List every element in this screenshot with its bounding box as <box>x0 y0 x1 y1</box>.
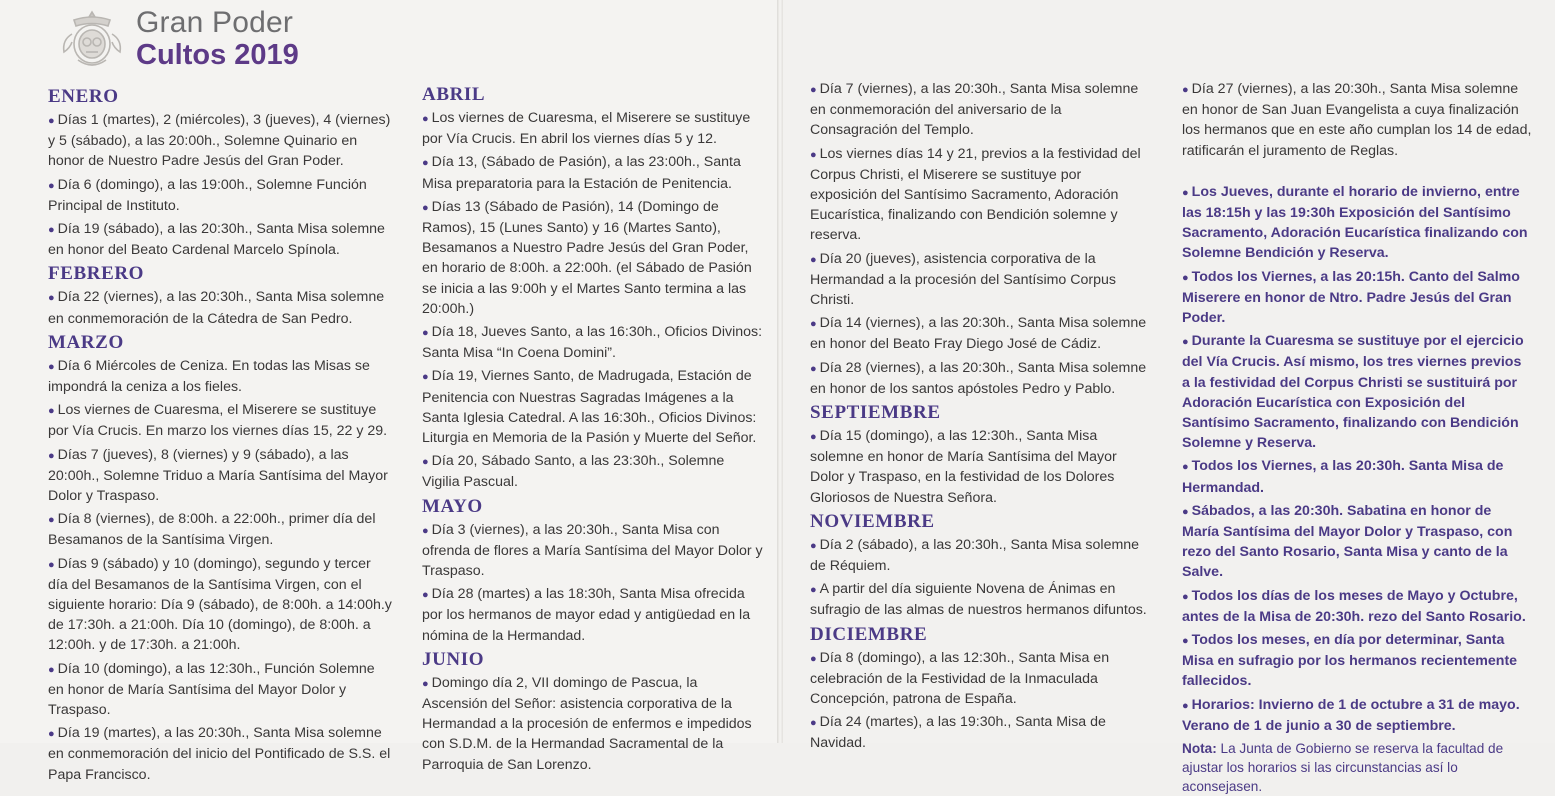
event-text: Día 8 (viernes), de 8:00h. a 22:00h., primer día del Besamanos de la Santísima Virgen. <box>48 511 376 549</box>
event-text: Día 22 (viernes), a las 20:30h., Santa Misa solemne en conmemoración de la Cátedra de San Pedro. <box>48 289 385 327</box>
month-heading: ABRIL <box>422 84 486 105</box>
column-4 <box>1182 79 1532 796</box>
event-item <box>48 356 393 397</box>
bullet-icon: ● <box>48 558 55 571</box>
bullet-icon: ● <box>422 113 429 125</box>
bullet-icon: ● <box>1182 461 1189 474</box>
event-text: Día 2 (sábado), a las 20:30h., Santa Misa solemne de Réquiem. <box>810 536 1140 575</box>
notice-item-text: Todos los meses, en día por determinar, Santa Misa en sufragio por los hermanos recientemente fallecidos. <box>1182 632 1518 690</box>
event-text: Día 24 (martes), a las 19:30h., Santa Misa de Navidad. <box>810 714 1106 752</box>
event-item <box>422 584 764 646</box>
bullet-icon: ● <box>810 584 817 597</box>
bullet-icon: ● <box>48 405 55 418</box>
event-item-text: Día 27 (viernes), a las 20:30h., Santa Misa solemne en honor de San Juan Evangelista a cuya finalización los hermanos que en este año cumplan los 14 de edad, ratificarán el juramento de Reglas. <box>1182 81 1532 159</box>
event-text: Día 13, (Sábado de Pasión), a las 23:00h., Santa Misa preparatoria para la Estación de Penitencia. <box>422 154 741 192</box>
month-heading: DICIEMBRE <box>810 623 928 645</box>
event-item <box>810 535 1152 576</box>
note-label: Nota: <box>1182 741 1217 757</box>
event-text: Día 19 (martes), a las 20:30h., Santa Misa solemne en conmemoración del inicio del Pontificado de S.S. el Papa Francisco. <box>48 725 391 783</box>
event-item <box>48 723 393 785</box>
month-heading: MARZO <box>48 331 124 353</box>
notice-item <box>1182 630 1532 692</box>
event-item <box>422 152 764 193</box>
bullet-icon: ● <box>810 539 817 552</box>
notice-item <box>1182 501 1532 583</box>
event-text: A partir del día siguiente Novena de Ánimas en sufragio de las almas de nuestros hermanos difuntos. <box>810 581 1147 619</box>
bullet-icon: ● <box>810 717 817 730</box>
bullet-icon: ● <box>810 318 817 331</box>
event-item <box>810 426 1152 508</box>
bullet-icon: ● <box>48 663 55 676</box>
notice-item-text: Todos los Viernes, a las 20:15h. Canto del Salmo Miserere en honor de Ntro. Padre Jesús del Gran Poder. <box>1182 268 1520 327</box>
event-item <box>1182 79 1532 161</box>
month-heading: ENERO <box>48 86 119 107</box>
bullet-icon: ● <box>48 292 55 305</box>
bullet-icon: ● <box>48 224 55 237</box>
event-text: Día 28 (viernes), a las 20:30h., Santa Misa solemne en honor de los santos apóstoles Pedro y Pablo. <box>810 359 1147 397</box>
bullet-icon: ● <box>1182 84 1189 96</box>
event-item <box>48 400 393 441</box>
event-item <box>48 445 393 507</box>
notice-item-text: Horarios: Invierno de 1 de octubre a 31 de mayo. Verano de 1 de junio a 30 de septiembre. <box>1182 696 1520 734</box>
event-text: Los viernes de Cuaresma, el Miserere se sustituye por Vía Crucis. En abril los viernes días 5 y 12. <box>422 110 751 148</box>
bullet-icon: ● <box>48 449 55 462</box>
notice-item <box>1182 456 1532 497</box>
event-text: Día 6 (domingo), a las 19:00h., Solemne Función Principal de Instituto. <box>48 176 367 214</box>
bullet-icon: ● <box>48 514 55 527</box>
event-text: Día 7 (viernes), a las 20:30h., Santa Misa solemne en conmemoración del aniversario de la Consagración del Templo. <box>810 81 1139 139</box>
event-item <box>422 322 764 363</box>
event-item <box>810 712 1152 753</box>
column-3 <box>810 79 1152 757</box>
event-item <box>810 144 1152 246</box>
notice-item-text: Sábados, a las 20:30h. Sabatina en honor de María Santísima del Mayor Dolor y Traspaso, con rezo del Santo Rosario, Santa Misa y canto de la Salve. <box>1182 502 1513 581</box>
event-text: Día 14 (viernes), a las 20:30h., Santa Misa solemne en honor del Beato Fray Diego José de Cádiz. <box>810 315 1147 353</box>
notice-item <box>1182 586 1532 627</box>
event-item <box>810 648 1152 710</box>
bullet-icon: ● <box>422 456 429 469</box>
bullet-icon: ● <box>1182 590 1189 603</box>
bullet-icon: ● <box>422 157 429 170</box>
bullet-icon: ● <box>810 362 817 375</box>
notice-item <box>1182 267 1532 329</box>
notices <box>1182 182 1532 736</box>
column-4-top <box>1182 79 1532 161</box>
event-item <box>422 673 764 775</box>
notice-item <box>1182 331 1532 453</box>
month-heading: FEBRERO <box>48 263 145 285</box>
event-item <box>48 287 393 328</box>
month-heading: JUNIO <box>422 648 485 670</box>
event-item <box>48 175 393 216</box>
event-item <box>810 313 1152 354</box>
bullet-icon: ● <box>1182 336 1189 349</box>
event-item <box>48 219 393 260</box>
bullet-icon: ● <box>810 652 817 665</box>
page-fold <box>777 0 783 743</box>
event-text: Día 18, Jueves Santo, a las 16:30h., Oficios Divinos: Santa Misa “In Coena Domini”. <box>422 324 763 362</box>
month-heading: NOVIEMBRE <box>810 510 935 532</box>
event-text: Día 10 (domingo), a las 12:30h., Función Solemne en honor de María Santísima del Mayor Dolor y Traspaso. <box>48 660 375 719</box>
event-text: Día 28 (martes) a las 18:30h, Santa Misa ofrecida por los hermanos de mayor edad y antigüedad en la nómina de la Hermandad. <box>422 586 751 644</box>
event-text: Los viernes días 14 y 21, previos a la festividad del Corpus Christi, el Miserere se sustituye por exposición del Santísimo Sacramento, Adoración Eucarística, finalizando con Bendición solemne y reserva. <box>810 145 1141 244</box>
page-title: Gran Poder <box>136 6 294 39</box>
notice-item <box>1182 182 1532 264</box>
notice-item-text: Durante la Cuaresma se sustituye por el ejercicio del Vía Crucis. Así mismo, los tres viernes previos a la festividad del Corpus Christi se sustituirá por Adoración Eucarística con Exposición del Santísimo Sacramento, finalizando con Bendición Solemne y Reserva. <box>1182 333 1524 452</box>
bullet-icon: ● <box>1182 505 1189 518</box>
crest-icon <box>56 8 128 70</box>
month-heading: MAYO <box>422 495 483 517</box>
bullet-icon: ● <box>1182 635 1189 648</box>
bullet-icon: ● <box>1182 699 1189 712</box>
event-text: Día 20 (jueves), asistencia corporativa de la Hermandad a la procesión del Santísimo Corpus Christi. <box>810 250 1116 309</box>
bullet-icon: ● <box>810 431 817 444</box>
bullet-icon: ● <box>422 524 429 537</box>
event-item <box>422 108 764 149</box>
event-text: Día 19 (sábado), a las 20:30h., Santa Misa solemne en honor del Beato Cardenal Marcelo Spínola. <box>48 221 385 259</box>
event-item <box>810 358 1152 399</box>
event-item <box>48 554 393 656</box>
event-text: Días 7 (jueves), 8 (viernes) y 9 (sábado), a las 20:00h., Solemne Triduo a María Santísima del Mayor Dolor y Traspaso. <box>48 446 388 505</box>
column-1 <box>48 84 393 788</box>
event-item <box>48 110 393 172</box>
event-item <box>422 366 764 448</box>
notice-item-text: Todos los Viernes, a las 20:30h. Santa Misa de Hermandad. <box>1182 458 1504 496</box>
notice-item <box>1182 695 1532 736</box>
bullet-icon: ● <box>810 253 817 266</box>
month-heading: SEPTIEMBRE <box>810 402 941 424</box>
bullet-icon: ● <box>48 360 55 373</box>
page-subtitle: Cultos 2019 <box>136 39 299 71</box>
event-text: Día 19, Viernes Santo, de Madrugada, Estación de Penitencia con Nuestras Sagradas Imágenes a la Santa Iglesia Catedral. A las 16:30h., Oficios Divinos: Liturgia en Memoria de la Pasión y Muerte del Señor. <box>422 368 757 447</box>
bullet-icon: ● <box>422 327 429 340</box>
event-item <box>422 520 764 582</box>
bullet-icon: ● <box>48 728 55 741</box>
event-item <box>48 509 393 550</box>
bullet-icon: ● <box>422 371 429 384</box>
note-text: La Junta de Gobierno se reserva la facultad de ajustar los horarios si las circunstancias así lo aconsejasen. <box>1182 741 1504 795</box>
column-2 <box>422 82 764 778</box>
event-item <box>810 79 1152 141</box>
notice-item-text: Los Jueves, durante el horario de invierno, entre las 18:15h y las 19:30h Exposición del Santísimo Sacramento, Adoración Eucarística finalizando con Solemne Bendición y Reserva. <box>1182 183 1528 262</box>
event-item <box>422 451 764 492</box>
bullet-icon: ● <box>48 179 55 192</box>
bullet-icon: ● <box>422 589 429 602</box>
bullet-icon: ● <box>810 148 817 161</box>
event-text: Día 20, Sábado Santo, a las 23:30h., Solemne Vigilia Pascual. <box>422 453 725 491</box>
event-text: Día 6 Miércoles de Ceniza. En todas las Misas se impondrá la ceniza a los fieles. <box>48 357 370 396</box>
event-text: Día 15 (domingo), a las 12:30h., Santa Misa solemne en honor de María Santísima del Mayor Dolor y Traspaso, en la festividad de los Dolores Gloriosos de Nuestra Señora. <box>810 428 1117 506</box>
event-text: Días 9 (sábado) y 10 (domingo), segundo y tercer día del Besamanos de la Santísima Virgen, con el siguiente horario: Día 9 (sábado), de 8:00h. a 14:00h.y de 17:30h. a 21:00h. Día 10 (domingo), de 8:00h. a 12:00h. y de 17:30h. a 21:00h. <box>48 555 392 654</box>
notice-item-text: Todos los días de los meses de Mayo y Octubre, antes de la Misa de 20:30h. rezo del Santo Rosario. <box>1182 587 1526 625</box>
event-text: Día 3 (viernes), a las 20:30h., Santa Misa con ofrenda de flores a María Santísima del Mayor Dolor y Traspaso. <box>422 521 763 580</box>
bullet-icon: ● <box>810 84 817 96</box>
event-text: Días 1 (martes), 2 (miércoles), 3 (jueves), 4 (viernes) y 5 (sábado), a las 20:00h., Solemne Quinario en honor de Nuestro Padre Jesús del Gran Poder. <box>48 112 391 170</box>
note <box>1182 739 1532 796</box>
event-text: Día 8 (domingo), a las 12:30h., Santa Misa en celebración de la Festividad de la Inmaculada Concepción, patrona de España. <box>810 649 1110 708</box>
bullet-icon: ● <box>1182 271 1189 284</box>
event-item <box>810 579 1152 620</box>
event-item <box>422 197 764 319</box>
header <box>56 4 376 72</box>
event-text: Los viernes de Cuaresma, el Miserere se sustituye por Vía Crucis. En marzo los viernes días 15, 22 y 29. <box>48 402 388 440</box>
bullet-icon: ● <box>422 201 429 214</box>
bullet-icon: ● <box>48 115 55 127</box>
bullet-icon: ● <box>1182 186 1189 199</box>
bullet-icon: ● <box>422 677 429 690</box>
event-text: Días 13 (Sábado de Pasión), 14 (Domingo de Ramos), 15 (Lunes Santo) y 16 (Martes Santo), Besamanos a Nuestro Padre Jesús del Gran Poder, en horario de 8:00h. a 22:00h. (el Sábado de Pasión se inicia a las 9:00h y el Martes Santo termina a las 20:00h.) <box>422 198 752 317</box>
event-item <box>810 249 1152 311</box>
event-item <box>48 659 393 721</box>
event-text: Domingo día 2, VII domingo de Pascua, la Ascensión del Señor: asistencia corporativa de la Hermandad a la procesión de enfermos e impedidos con S.D.M. de la Hermandad Sacramental de la Parroquia de San Lorenzo. <box>422 674 752 773</box>
